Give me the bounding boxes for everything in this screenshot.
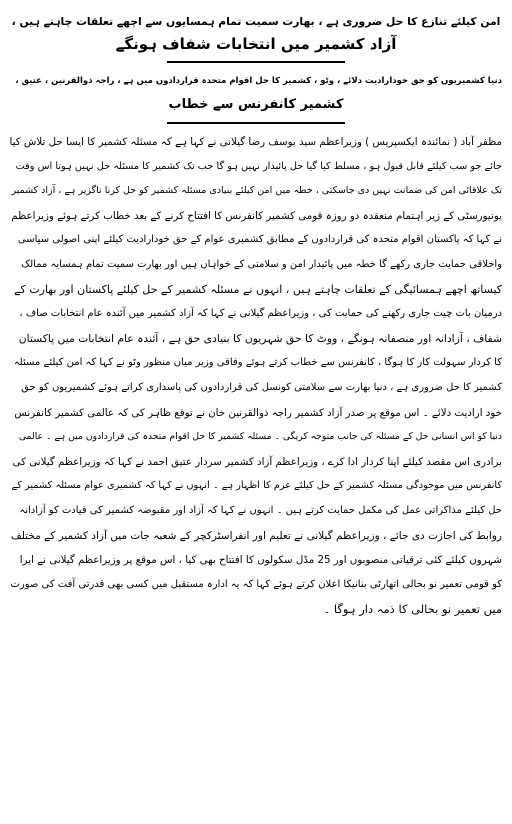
subheadline-line: دنیا کشمیریوں کو حق خودارادیت دلائے ، وٹو ، کشمیر کا حل اقوام متحدہ قراردادوں میں ہے ، راجہ ذوالقرنین ، عتیق ، [15, 76, 502, 86]
article-line: درمیان بات چیت جاری رکھنے کی حمایت کی ، وزیراعظم گیلانی نے کہا کہ آزاد کشمیر میں آئندہ عام انتخابات صاف ، [19, 308, 502, 320]
headline-divider [167, 61, 345, 63]
article-line: حل کیلئے مذاکراتی عمل کی مکمل حمایت کرتے ہیں ۔ انہوں نے کہا کہ آزاد اور مقبوضہ کشمیر کی قیادت کو آزادانہ [19, 504, 502, 516]
article-line: کو قومی تعمیر نو بحالی اتھارٹی بنانیکا اعلان کرتے ہوئے کہا کہ یہ ادارہ مستقبل میں کسی بھی قدرتی آفت کی صورت [10, 578, 502, 590]
article-line: شہروں کیلئے کئی ترقیاتی منصوبوں اور 25 مڈل سکولوں کا افتتاح بھی کیا ، اس موقع پر وزیراعظم گیلانی نے ایرا [19, 554, 502, 567]
headline-line: آزاد کشمیر میں انتخابات شفاف ہونگے [115, 35, 397, 53]
article-line: خود ارادیت دلائے ۔ اس موقع پر صدر آزاد کشمیر راجہ ذوالقرنین خان نے توقع ظاہر کی کہ عالمی کشمیر کانفرنس [14, 406, 502, 419]
article-line: واخلاقی حمایت جاری رکھے گا خطہ میں پائیدار امن و سلامتی کے خواہاں ہیں اور بھارت سمیت تمام ہمسایہ ممالک [21, 258, 502, 270]
article-line: برادری اس مقصد کیلئے اپنا کردار ادا کرے ، وزیراعظم آزاد کشمیر سردار عتیق احمد نے کہا کہ وزیراعظم گیلانی کی [12, 455, 502, 468]
subheadline-divider [167, 122, 345, 124]
article-line: کشمیر کا حل ضروری ہے ، دنیا بھارت سے سلامتی کونسل کی قراردادوں کی پاسداری کراتے ہوئے کشمیریوں کو حق [21, 381, 502, 393]
article-line: نے کہا کہ پاکستان اقوام متحدہ کی قراردادوں کے مطابق کشمیری عوام کے حق خودارادیت کیلئے اپنی اصولی سیاسی [17, 234, 502, 246]
article-line: کیساتھ اچھے ہمسائیگی کے تعلقات چاہتے ہیں ، انہوں نے مسئلہ کشمیر کے حل کیلئے پاکستان اور بھارت کے [14, 282, 502, 296]
subheadline-line: کشمیر کانفرنس سے خطاب [168, 97, 344, 112]
article-line: جائے جو سب کیلئے قابل قبول ہو ، مسلط کیا گیا حل پائیدار نہیں ہو گا جب تک کشمیر کا مسئلہ حل نہیں ہوتا اس وقت [15, 160, 502, 172]
article-line: تک علاقائی امن کی ضمانت نہیں دی جاسکتی ، خطہ میں امن کیلئے بنیادی مسئلہ کشمیر کو حل کرنا ناگزیر ہے ، آزاد کشمیر [11, 185, 502, 197]
article-line: یونیورسٹی کے زیر اہتمام منعقدہ دو روزہ قومی کشمیر کانفرنس کا افتتاح کرنے کے بعد خطاب کرتے ہوئے وزیراعظم [11, 209, 502, 222]
headline [10, 10, 502, 56]
article-line: مظفر آباد ( نمائندہ ایکسپریس ) وزیراعظم سید یوسف رضا گیلانی نے کہا ہے کہ مسئلہ کشمیر کا ایسا حل تلاش کیا [10, 136, 502, 148]
headline-line: امن کیلئے تنازع کا حل ضروری ہے ، بھارت سمیت تمام ہمسایوں سے اچھے تعلقات چاہتے ہیں ، [11, 15, 501, 28]
article-body [10, 130, 502, 622]
article-line: دنیا کو اس انسانی حل کے مسئلہ کی جانب متوجہ کریگی ۔ مسئلہ کشمیر کا حل اقوام متحدہ کی قراردادوں میں ہے ۔ عالمی [18, 431, 502, 443]
article-line: شفاف ، آزادانہ اور منصفانہ ہونگے ، ووٹ کا حق شہریوں کا بنیادی حق ہے ، آئندہ عام انتخابات میں پاکستان [18, 331, 502, 345]
article-line: میں تعمیر نو بحالی کا ذمہ دار ہوگا ۔ [323, 602, 502, 617]
subheadline [10, 69, 502, 117]
article-line: کانفرنس میں موجودگی مسئلہ کشمیر کے حل کیلئے عزم کا اظہار ہے ۔ انہوں نے کہا کہ کشمیری عوام مسئلہ کشمیر کے [11, 480, 502, 492]
article-line: روابط کی اجازت دی جائے ، وزیراعظم گیلانی نے تعلیم اور انفراسٹرکچر کے شعبہ جات میں آزاد کشمیر کے مختلف [10, 529, 502, 542]
article-line: کا کردار سہولت کار کا ہوگا ، کانفرنس سے خطاب کرتے ہوئے وفاقی وزیر میاں منظور وٹو نے کہا کہ امن کیلئے مسئلہ [13, 357, 502, 369]
